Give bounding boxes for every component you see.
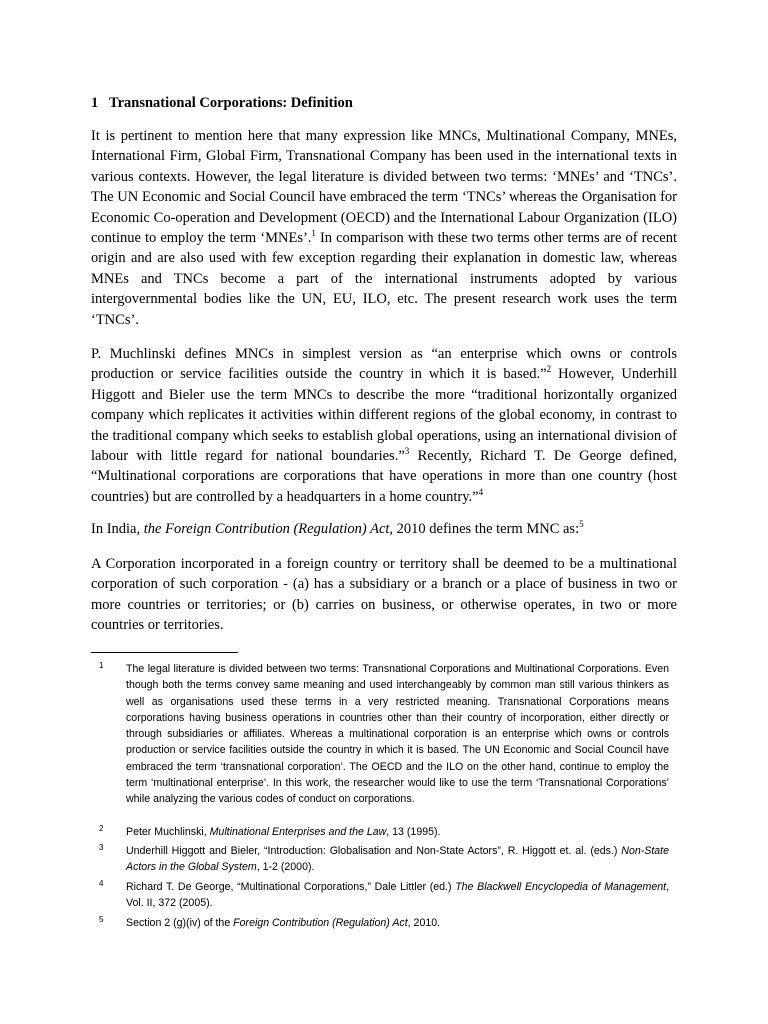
act-title: the Foreign Contribution (Regulation) Act [143, 521, 390, 537]
paragraph-definitions [91, 344, 677, 507]
footnote-act-title: Foreign Contribution (Regulation) Act [233, 917, 408, 929]
paragraph-terminology [91, 126, 677, 330]
paragraph-text: Recently, Richard T. De George defined, “Multinational corporations are corporations that have operations in more than one country (host countries) but are controlled by a headquarters in a home country.” [91, 448, 677, 505]
footnote-text: The legal literature is divided between two terms: Transnational Corporations and Multinational Corporations. Even though both the terms convey same meaning and used interchangeably by common man still various thinkers as well as organisations used these terms in a very restricted meaning. Transnational Corporations means corporations having business operations in countries other than their country of incorporation, either directly or through subsidiaries or affiliates. Whereas a multinational corporation is an enterprise which owns or controls production or service facilities outside the country in which it is based. The UN Economic and Social Council have embraced the term ‘transnational corporation’. The OECD and the ILO on the other hand, continue to employ the term ‘multinational enterprise’. In this work, the researcher would like to use the term ‘Transnational Corporations’ while analyzing the various codes of conduct on corporations. [126, 663, 669, 806]
footnote-text: , Vol. II, 372 (2005). [126, 881, 669, 910]
paragraph-text: P. Muchlinski defines MNCs in simplest version as “an enterprise which owns or controls production or service facilities outside the country in which it is based.” [91, 346, 677, 383]
paragraph-text: , 2010 defines the term MNC as: [389, 521, 580, 537]
footnote-1 [99, 661, 669, 808]
footnote-text: Underhill Higgott and Bieler, “Introduction: Globalisation and Non-State Actors”, R. Higgott et. al. (eds.) [126, 845, 622, 857]
footnote-mark: 1 [99, 661, 104, 670]
footnote-text: , 2010. [407, 917, 441, 929]
footnote-separator [91, 652, 238, 653]
footnote-3 [99, 843, 669, 876]
footnote-book-title: Multinational Enterprises and the Law [209, 826, 387, 838]
footnote-book-title: The Blackwell Encyclopedia of Management [455, 881, 667, 893]
footnote-5 [99, 915, 669, 931]
paragraph-text: In comparison with these two terms other terms are of recent origin and are also used with few exception regarding their explanation in domestic law, whereas MNEs and TNCs become a part of the international instruments adopted by various intergovernmental bodies like the UN, EU, ILO, etc. The present research work uses the term ‘TNCs’. [91, 230, 677, 328]
footnote-2 [99, 824, 669, 840]
footnote-reference-5[interactable]: 5 [579, 519, 584, 530]
paragraph-india-act [91, 519, 677, 539]
section-heading [91, 94, 353, 112]
section-number: 1 [91, 95, 99, 111]
footnote-reference-4[interactable]: 4 [478, 487, 484, 498]
footnote-text: Section 2 (g)(iv) of the [126, 917, 234, 929]
paragraph-text: However, Underhill Higgott and Bieler use the term MNCs to describe the more “traditional horizontally organized company which replicates it activities within different regions of the global economy, in contrast to the traditional company which seeks to establish global operations, using an international division of labour with little regard for national boundaries.” [91, 366, 677, 465]
footnote-reference-3[interactable]: 3 [404, 446, 410, 457]
footnote-book-title: Non-State Actors in the Global System [126, 845, 669, 874]
footnote-text: , 13 (1995). [386, 826, 441, 838]
paragraph-text: In India, [91, 521, 144, 537]
paragraph-statutory-definition: A Corporation incorporated in a foreign country or territory shall be deemed to be a multinational corporation of such corporation - (a) has a subsidiary or a branch or a place of business in two or more countries or territories; or (b) carries on business, or otherwise operates, in two or more countries or territories. [91, 556, 677, 634]
footnote-mark: 2 [99, 824, 104, 833]
footnote-text: , 1-2 (2000). [256, 861, 315, 874]
footnote-mark: 5 [99, 915, 104, 924]
footnote-text: Peter Muchlinski, [126, 826, 210, 838]
footnote-mark: 3 [99, 843, 104, 852]
footnote-reference-2[interactable]: 2 [546, 364, 552, 375]
footnote-reference-1[interactable]: 1 [311, 228, 316, 239]
footnote-mark: 4 [99, 879, 104, 888]
footnote-4 [99, 879, 669, 912]
footnote-text: Richard T. De George, “Multinational Corporations,” Dale Littler (ed.) [126, 881, 456, 893]
paragraph-text: It is pertinent to mention here that many expression like MNCs, Multinational Company, MNEs, International Firm, Global Firm, Transnational Company has been used in the international texts in various contexts. However, the legal literature is divided between two terms: ‘MNEs’ and ‘TNCs’. The UN Economic and Social Council have embraced the term ‘TNCs’ whereas the Organisation for Economic Co-operation and Development (OECD) and the International Labour Organization (ILO) continue to employ the term ‘MNEs’. [91, 128, 677, 247]
section-title: Transnational Corporations: Definition [109, 95, 353, 111]
